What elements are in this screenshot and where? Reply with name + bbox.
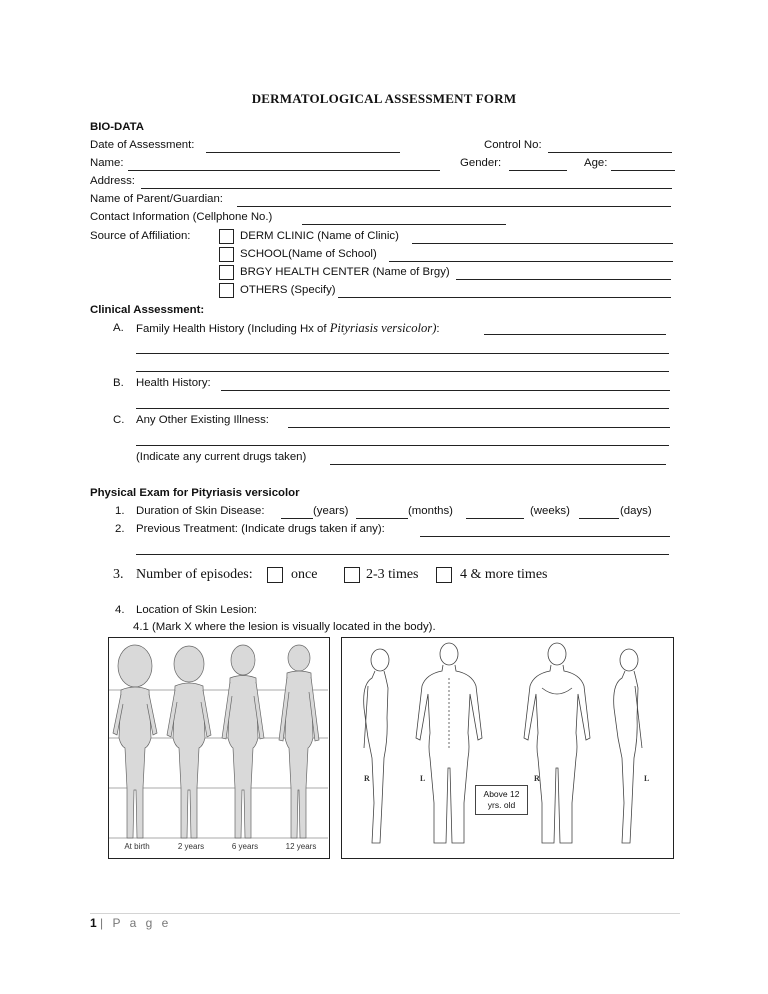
current-drugs-note: (Indicate any current drugs taken): [136, 451, 307, 463]
contact-label: Contact Information (Cellphone No.): [90, 211, 273, 223]
derm-clinic-checkbox[interactable]: [219, 229, 234, 244]
brgy-checkbox[interactable]: [219, 265, 234, 280]
weeks-field[interactable]: [466, 518, 524, 519]
family-history-line-3[interactable]: [136, 371, 669, 372]
brgy-field[interactable]: [456, 279, 671, 280]
contact-field[interactable]: [302, 224, 506, 225]
q2-marker: 2.: [115, 523, 125, 535]
control-label: Control No:: [484, 139, 542, 151]
form-title: DERMATOLOGICAL ASSESSMENT FORM: [251, 91, 517, 106]
episodes-4-more-label: 4 & more times: [460, 567, 548, 582]
children-body-chart[interactable]: [108, 637, 330, 859]
days-field[interactable]: [579, 518, 619, 519]
mark-left-1: L: [420, 774, 426, 783]
q1-label: Duration of Skin Disease:: [136, 505, 265, 517]
years-label: (years): [313, 505, 349, 517]
current-drugs-field[interactable]: [330, 464, 666, 465]
months-label: (months): [408, 505, 453, 517]
caption-12-years: 12 years: [285, 842, 317, 851]
mark-right-2: R: [534, 774, 540, 783]
adult-caption-line-1: Above 12: [483, 789, 520, 799]
caption-at-birth: At birth: [124, 842, 150, 851]
date-field[interactable]: [206, 152, 400, 153]
other-illness-field[interactable]: [288, 427, 670, 428]
name-field[interactable]: [128, 170, 440, 171]
q4-label: Location of Skin Lesion:: [136, 604, 257, 616]
page-footer: [90, 916, 171, 930]
q3-label: Number of episodes:: [136, 567, 253, 582]
others-checkbox[interactable]: [219, 283, 234, 298]
parent-label: Name of Parent/Guardian:: [90, 193, 223, 205]
mark-right-1: R: [364, 774, 370, 783]
physical-heading: Physical Exam for Pityriasis versicolor: [90, 487, 300, 499]
item-b-label: Health History:: [136, 377, 211, 389]
q4-marker: 4.: [115, 604, 125, 616]
page-word: | P a g e: [100, 916, 172, 930]
mark-left-2: L: [644, 774, 650, 783]
item-a-label: Family Health History (Including Hx of Pityriasis versicolor):: [136, 321, 440, 335]
health-history-field[interactable]: [221, 390, 670, 391]
days-label: (days): [620, 505, 652, 517]
page-number: 1: [90, 916, 97, 930]
age-label: Age:: [584, 157, 608, 169]
others-label: OTHERS (Specify): [240, 284, 336, 296]
years-field[interactable]: [281, 518, 313, 519]
others-field[interactable]: [338, 297, 671, 298]
name-label: Name:: [90, 157, 124, 169]
family-history-line-2[interactable]: [136, 353, 669, 354]
control-field[interactable]: [548, 152, 672, 153]
episodes-4-more-checkbox[interactable]: [436, 567, 452, 583]
months-field[interactable]: [356, 518, 408, 519]
school-label: SCHOOL(Name of School): [240, 248, 377, 260]
school-checkbox[interactable]: [219, 247, 234, 262]
item-b-marker: B.: [113, 377, 124, 389]
address-label: Address:: [90, 175, 135, 187]
children-figures-illustration: [109, 638, 328, 857]
episodes-2-3-label: 2-3 times: [366, 567, 419, 582]
brgy-label: BRGY HEALTH CENTER (Name of Brgy): [240, 266, 450, 278]
q2-label: Previous Treatment: (Indicate drugs taken if any):: [136, 523, 385, 535]
date-label: Date of Assessment:: [90, 139, 195, 151]
other-illness-line-2[interactable]: [136, 445, 669, 446]
footer-rule: [90, 913, 680, 914]
adult-age-caption-box: [475, 785, 528, 815]
derm-clinic-label: DERM CLINIC (Name of Clinic): [240, 230, 399, 242]
item-c-marker: C.: [113, 414, 125, 426]
school-field[interactable]: [389, 261, 673, 262]
previous-treatment-line-2[interactable]: [136, 554, 669, 555]
address-field[interactable]: [141, 188, 672, 189]
adult-caption-line-2: yrs. old: [487, 800, 516, 810]
parent-field[interactable]: [237, 206, 671, 207]
adult-body-chart[interactable]: [341, 637, 674, 859]
health-history-line-2[interactable]: [136, 408, 669, 409]
affiliation-label: Source of Affiliation:: [90, 230, 191, 242]
caption-6-years: 6 years: [231, 842, 259, 851]
caption-2-years: 2 years: [177, 842, 205, 851]
bio-data-heading: BIO-DATA: [90, 121, 144, 133]
age-field[interactable]: [611, 170, 675, 171]
item-a-marker: A.: [113, 322, 124, 334]
weeks-label: (weeks): [530, 505, 570, 517]
family-history-field[interactable]: [484, 334, 666, 335]
previous-treatment-field[interactable]: [420, 536, 670, 537]
episodes-once-checkbox[interactable]: [267, 567, 283, 583]
gender-field[interactable]: [509, 170, 567, 171]
clinical-heading: Clinical Assessment:: [90, 304, 205, 316]
derm-clinic-field[interactable]: [412, 243, 673, 244]
q4-sub-label: 4.1 (Mark X where the lesion is visually located in the body).: [133, 621, 436, 633]
item-c-label: Any Other Existing Illness:: [136, 414, 269, 426]
adult-figures-illustration: [342, 638, 672, 857]
episodes-2-3-checkbox[interactable]: [344, 567, 360, 583]
q1-marker: 1.: [115, 505, 125, 517]
gender-label: Gender:: [460, 157, 502, 169]
q3-marker: 3.: [113, 567, 124, 582]
episodes-once-label: once: [291, 567, 318, 582]
